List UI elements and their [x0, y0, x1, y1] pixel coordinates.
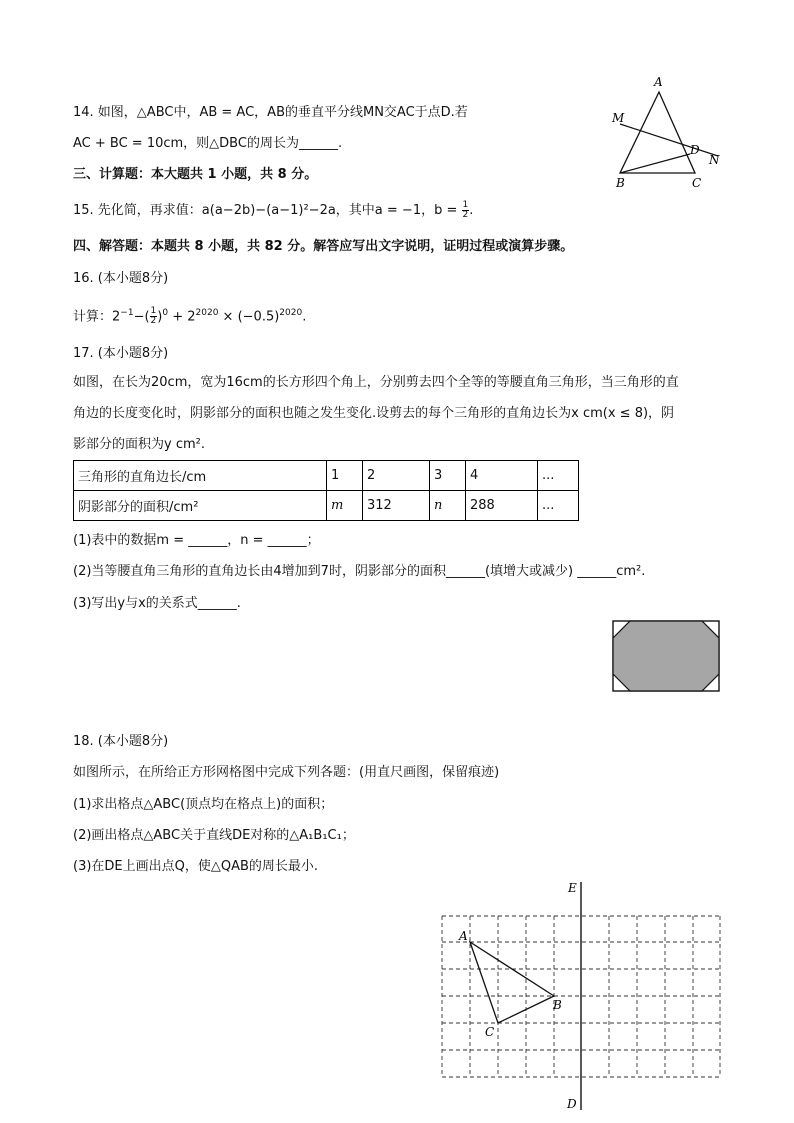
q14-line1: 14. 如图，△ABC中，AB = AC，AB的垂直平分线MN交AC于点D.若	[73, 105, 468, 120]
q15-text: 15. 先化简，再求值：a(a−2b)−(a−1)²−2a，其中a = −1，b = $\frac{1}{2}$ .	[73, 200, 474, 220]
table-cell: 1	[327, 461, 363, 491]
q14-label-D: D	[690, 143, 700, 157]
table-cell: 三角形的直角边长/cm	[74, 461, 327, 491]
q18-grid-figure	[440, 878, 730, 1118]
q14-label-M: M	[612, 111, 625, 125]
q18-label-B: B	[553, 998, 562, 1012]
q18-sub-3: (3)在DE上画出点Q，使△QAB的周长最小.	[73, 859, 319, 874]
q16-fraction: $\frac{1}{2}$	[150, 306, 157, 327]
q14-label-A: A	[654, 75, 663, 89]
q14-line2: AC + BC = 10cm，则△DBC的周长为______.	[73, 136, 343, 151]
q17-paragraph-1: 如图，在长为20cm，宽为16cm的长方形四个角上，分别剪去四个全等的等腰直角三角形，当三角形的直	[73, 375, 679, 390]
section4-heading: 四、解答题：本题共 8 小题，共 82 分。解答应写出文字说明，证明过程或演算步骤。	[73, 239, 574, 254]
q14-label-C: C	[692, 176, 702, 190]
shaded-region	[613, 621, 719, 691]
table-cell: 312	[363, 491, 430, 521]
table-row	[74, 491, 579, 521]
q14-triangle-figure	[600, 70, 730, 195]
table-row	[74, 461, 579, 491]
q17-sub-2: (2)当等腰直角三角形的直角边长由4增加到7时，阴影部分的面积______(填增大或减少) ______cm².	[73, 564, 646, 579]
q18-label-C: C	[485, 1025, 495, 1039]
q14-label-N: N	[709, 153, 720, 167]
q17-paragraph-3: 影部分的面积为y cm².	[73, 437, 205, 452]
q15-fraction: $\frac{1}{2}$	[462, 200, 469, 220]
q18-label-A: A	[459, 929, 468, 943]
section3-heading: 三、计算题：本大题共 1 小题，共 8 分。	[73, 167, 318, 182]
q17-sub-3: (3)写出y与x的关系式______.	[73, 596, 241, 611]
table-cell: 阴影部分的面积/cm²	[74, 491, 327, 521]
q16-expression: 计算：$2^{-1}-$( $\frac{1}{2}$ )$^0 + 2^{2020} \times (-0.5)^{2020}$.	[73, 306, 307, 327]
q17-table	[73, 460, 579, 521]
q18-sub-2: (2)画出格点△ABC关于直线DE对称的△A₁B₁C₁；	[73, 828, 355, 843]
table-cell: m	[327, 491, 363, 521]
table-cell: ...	[538, 461, 579, 491]
q17-rectangle-figure	[612, 620, 720, 692]
q18-head: 18. (本小题8分)	[73, 734, 169, 749]
table-cell: 4	[466, 461, 538, 491]
q17-sub-1: (1)表中的数据m = ______，n = ______；	[73, 533, 320, 548]
q17-head: 17. (本小题8分)	[73, 346, 169, 361]
q17-paragraph-2: 角边的长度变化时，阴影部分的面积也随之发生变化.设剪去的每个三角形的直角边长为x cm(x ≤ 8)，阴	[73, 406, 675, 421]
table-cell: 2	[363, 461, 430, 491]
q18-sub-1: (1)求出格点△ABC(顶点均在格点上)的面积；	[73, 797, 334, 812]
table-cell: ...	[538, 491, 579, 521]
q14-label-B: B	[616, 176, 625, 190]
q18-label-D: D	[567, 1097, 577, 1111]
q15-expression: 15. 先化简，再求值：a(a−2b)−(a−1)²−2a，其中a = −1，b =	[73, 203, 462, 218]
q16-head: 16. (本小题8分)	[73, 271, 169, 286]
table-cell: n	[430, 491, 466, 521]
q18-paragraph: 如图所示，在所给正方形网格图中完成下列各题：(用直尺画图，保留痕迹)	[73, 765, 500, 780]
table-cell: 288	[466, 491, 538, 521]
table-cell: 3	[430, 461, 466, 491]
q18-label-E: E	[568, 881, 577, 895]
